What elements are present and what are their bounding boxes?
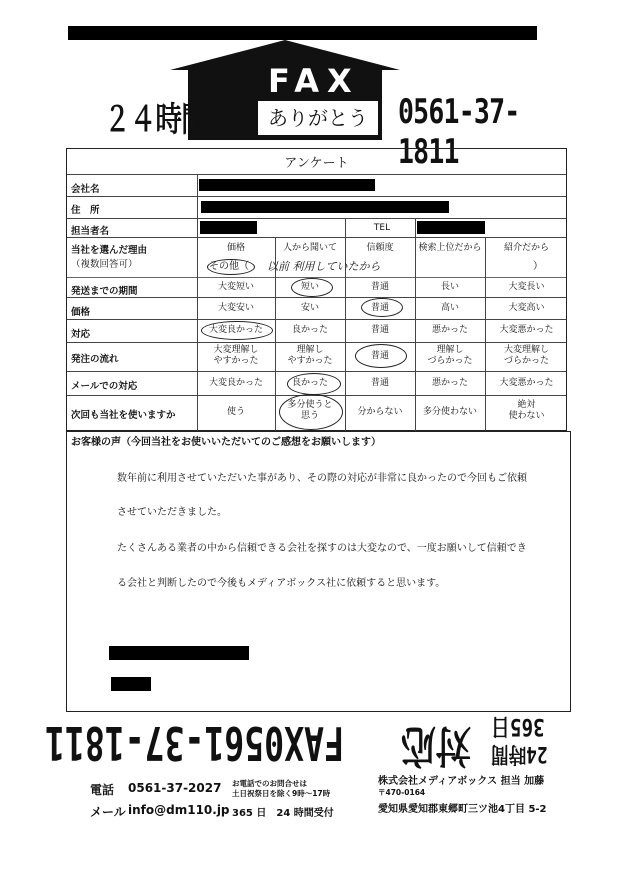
option-cell: 安い [300,303,319,313]
option-cell: 普通 [370,351,389,361]
reason-handwritten: 以前 利用していたから [267,260,381,273]
selection-circle [201,321,273,340]
footer-address: 愛知県愛知郡東郷町三ツ池4丁目 5-2 [378,804,547,815]
footer-zip: 〒470-0164 [378,788,426,797]
redacted-signature-1 [109,646,249,660]
inquiry-hours: 土日祝祭日を除く9時〜17時 [232,789,331,798]
footer-company: 株式会社メディアボックス 担当 加藤 [378,776,545,787]
reason-label: 当社を選んだ理由 [71,245,148,256]
selection-circle [355,344,407,368]
option-cell: 使う [226,407,245,417]
redacted-header-bar [68,26,537,40]
redacted-company [199,179,375,191]
option-cell: 大変悪かった [499,378,554,388]
option-cell: 大変短い [217,282,254,292]
redacted-address [201,201,449,213]
option-cell: 普通 [370,325,389,335]
option-cell: 大変長い [508,282,545,292]
selection-circle [291,278,333,297]
reason-option: 紹介だから [503,243,549,253]
reason-other-label: その他（ [209,261,249,272]
comment-line: る会社と判断したので今後もメディアボックス社に依頼すると思います。 [117,578,446,589]
footer-24h: 24時間 [491,741,548,766]
address-label: 住 所 [71,205,100,216]
option-cell: 大変悪かった [499,325,554,335]
tel-label: TEL [373,223,391,233]
row-label: メールでの対応 [71,381,138,392]
fax-hours: 365 日 24 時間受付 [232,808,334,819]
header-phone: 0561-37-1811 [398,92,520,172]
option-cell: 悪かった [431,378,468,388]
row-label: 発注の流れ [71,354,119,365]
reason-option: 人から聞いて [282,243,337,253]
person-label: 担当者名 [71,226,110,237]
row-label: 次回も当社を使いますか [71,410,176,421]
footer-fax-number: FAX0561-37-1811 [44,716,345,770]
option-cell: 大変安い [217,303,254,313]
reason-sublabel: （複数回答可） [71,259,138,270]
option-cell: 長い [440,282,459,292]
selection-circle [361,298,403,317]
option-cell: 良かった [291,325,328,335]
option-cell: 大変良かった [208,325,263,335]
redacted-tel [417,221,485,234]
option-cell: 短い [300,282,319,292]
option-cell: 大変理解し づらかった [503,345,549,366]
redacted-signature-2 [111,677,151,691]
selection-circle [279,394,343,430]
option-cell: 理解し づらかった [427,345,473,366]
footer-support: 対応 [400,720,472,771]
comment-line: 数年前に利用させていただいた事があり、その際の対応が非常に良かったので今回もご依頼 [117,473,527,484]
option-cell: 高い [440,303,459,313]
form-title: アンケート [284,156,349,171]
comments-heading: お客様の声（今回当社をお使いいただいてのご感想をお願いします） [71,437,381,448]
option-cell: 大変高い [508,303,545,313]
reason-option: 価格 [226,243,245,253]
company-label: 会社名 [71,184,100,195]
reason-option: 検索上位だから [418,243,482,253]
row-label: 対応 [71,329,91,340]
comment-line: させていただきました。 [117,507,227,518]
footer-mail[interactable]: info@dm110.jp [128,803,230,817]
reason-other-circle [207,259,255,275]
row-label: 発送までの期間 [71,286,138,297]
redacted-person [200,221,257,234]
option-cell: 多分使わない [422,407,477,417]
comment-line: たくさんある業者の中から信頼できる会社を探すのは大変なので、一度お願いして信頼でき [117,543,527,554]
option-cell: 普通 [370,303,389,313]
inquiry-note: お電話でのお問合せは [232,779,307,788]
option-cell: 多分使うと 思う [287,400,333,421]
option-cell: 絶対 使わない [508,400,545,421]
option-cell: 大変理解し やすかった [213,345,259,366]
footer-365: 365日 [490,713,545,741]
reason-close-paren: ） [533,261,543,272]
survey-form [66,148,567,431]
option-cell: 悪かった [431,325,468,335]
option-cell: 普通 [370,282,389,292]
reason-option: 信頼度 [366,243,394,253]
row-label: 価格 [71,307,91,318]
customer-voice-box [66,431,571,712]
option-cell: 良かった [291,378,328,388]
footer-tel-label: 電話 [90,783,115,797]
fax-title: FAX [268,62,360,100]
thanks-text: ありがとう [258,101,378,135]
option-cell: 大変良かった [208,378,263,388]
footer-mail-label: メール [90,805,126,819]
footer-tel: 0561-37-2027 [128,781,222,795]
option-cell: 普通 [370,378,389,388]
selection-circle [287,373,341,395]
option-cell: 理解し やすかった [287,345,333,366]
hours-ok-text: ２４時間ＯＫ [104,100,259,140]
option-cell: 分からない [357,407,403,417]
